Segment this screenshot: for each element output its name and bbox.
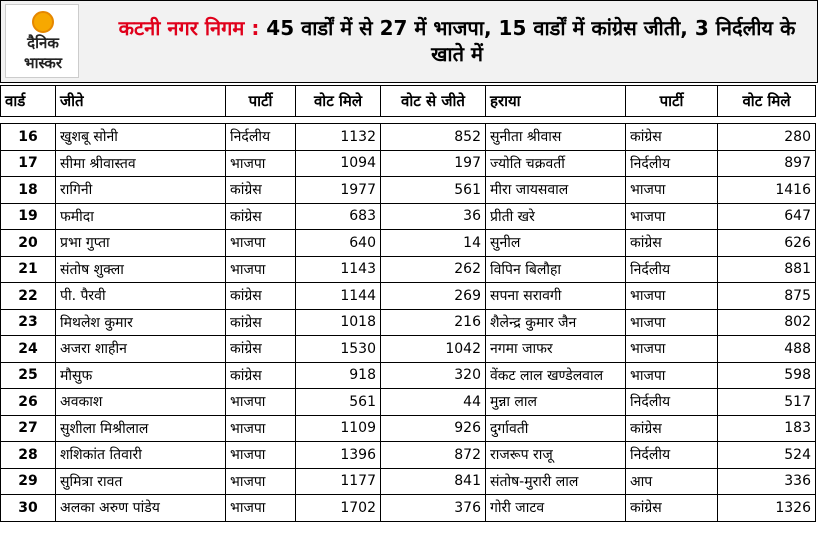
party-cell: भाजपा [226, 150, 296, 177]
margin-cell: 320 [381, 362, 486, 389]
party-cell: भाजपा [226, 256, 296, 283]
table-row [1, 230, 816, 257]
party-cell: कांग्रेस [226, 177, 296, 204]
results-body [1, 124, 816, 522]
votes-cell: 640 [296, 230, 381, 257]
winner-cell: सुमित्रा रावत [56, 468, 226, 495]
ward-cell: 21 [1, 256, 56, 283]
votes-cell: 561 [296, 389, 381, 416]
loser-party-cell: निर्दलीय [626, 442, 718, 469]
col-loser: हराया [486, 86, 626, 117]
table-row [1, 124, 816, 151]
margin-cell: 872 [381, 442, 486, 469]
party-cell: कांग्रेस [226, 362, 296, 389]
party-cell: भाजपा [226, 495, 296, 522]
col-margin: वोट से जीते [381, 86, 486, 117]
loser-party-cell: निर्दलीय [626, 256, 718, 283]
winner-cell: सुशीला मिश्रीलाल [56, 415, 226, 442]
ward-cell: 24 [1, 336, 56, 363]
loser-party-cell: भाजपा [626, 203, 718, 230]
loser-cell: राजरूप राजू [486, 442, 626, 469]
table-row [1, 177, 816, 204]
winner-cell: पी. पैरवी [56, 283, 226, 310]
col-loser-party: पार्टी [626, 86, 718, 117]
loser-votes-cell: 875 [718, 283, 816, 310]
margin-cell: 44 [381, 389, 486, 416]
loser-votes-cell: 517 [718, 389, 816, 416]
header [0, 0, 818, 83]
winner-cell: अजरा शाहीन [56, 336, 226, 363]
winner-cell: सीमा श्रीवास्तव [56, 150, 226, 177]
party-cell: भाजपा [226, 389, 296, 416]
margin-cell: 262 [381, 256, 486, 283]
loser-party-cell: भाजपा [626, 283, 718, 310]
votes-cell: 918 [296, 362, 381, 389]
loser-party-cell: कांग्रेस [626, 230, 718, 257]
ward-cell: 26 [1, 389, 56, 416]
loser-cell: विपिन बिलौहा [486, 256, 626, 283]
loser-votes-cell: 647 [718, 203, 816, 230]
loser-cell: नगमा जाफर [486, 336, 626, 363]
party-cell: भाजपा [226, 468, 296, 495]
loser-party-cell: निर्दलीय [626, 389, 718, 416]
winner-cell: खुशबू सोनी [56, 124, 226, 151]
table-row [1, 362, 816, 389]
table-row [1, 150, 816, 177]
col-party: पार्टी [226, 86, 296, 117]
loser-cell: दुर्गावती [486, 415, 626, 442]
margin-cell: 14 [381, 230, 486, 257]
ward-cell: 16 [1, 124, 56, 151]
ward-cell: 28 [1, 442, 56, 469]
col-votes: वोट मिले [296, 86, 381, 117]
loser-votes-cell: 183 [718, 415, 816, 442]
loser-votes-cell: 488 [718, 336, 816, 363]
loser-cell: सपना सरावगी [486, 283, 626, 310]
margin-cell: 852 [381, 124, 486, 151]
loser-cell: मीरा जायसवाल [486, 177, 626, 204]
loser-party-cell: भाजपा [626, 362, 718, 389]
loser-cell: संतोष-मुरारी लाल [486, 468, 626, 495]
ward-cell: 25 [1, 362, 56, 389]
col-loser-votes: वोट मिले [718, 86, 816, 117]
header-spacer [1, 117, 816, 124]
votes-cell: 1396 [296, 442, 381, 469]
loser-party-cell: कांग्रेस [626, 415, 718, 442]
loser-cell: सुनील [486, 230, 626, 257]
table-row [1, 468, 816, 495]
header-row [1, 86, 816, 117]
winner-cell: प्रभा गुप्ता [56, 230, 226, 257]
winner-cell: अलका अरुण पांडेय [56, 495, 226, 522]
margin-cell: 561 [381, 177, 486, 204]
margin-cell: 1042 [381, 336, 486, 363]
ward-cell: 19 [1, 203, 56, 230]
ward-cell: 30 [1, 495, 56, 522]
votes-cell: 1177 [296, 468, 381, 495]
loser-votes-cell: 897 [718, 150, 816, 177]
votes-cell: 1094 [296, 150, 381, 177]
table-row [1, 203, 816, 230]
loser-cell: मुन्ना लाल [486, 389, 626, 416]
logo-line2: भास्कर [24, 54, 62, 72]
loser-votes-cell: 336 [718, 468, 816, 495]
party-cell: भाजपा [226, 442, 296, 469]
loser-cell: शैलेन्द्र कुमार जैन [486, 309, 626, 336]
table-row [1, 336, 816, 363]
ward-cell: 27 [1, 415, 56, 442]
party-cell: निर्दलीय [226, 124, 296, 151]
loser-cell: गोरी जाटव [486, 495, 626, 522]
loser-votes-cell: 1416 [718, 177, 816, 204]
winner-cell: मिथलेश कुमार [56, 309, 226, 336]
ward-cell: 29 [1, 468, 56, 495]
title-text: 45 वार्डों में से 27 में भाजपा, 15 वार्डों में कांग्रेस जीती, 3 निर्दलीय के खाते में [259, 16, 796, 66]
loser-party-cell: निर्दलीय [626, 150, 718, 177]
votes-cell: 1144 [296, 283, 381, 310]
margin-cell: 926 [381, 415, 486, 442]
votes-cell: 1530 [296, 336, 381, 363]
loser-party-cell: कांग्रेस [626, 495, 718, 522]
winner-cell: अवकाश [56, 389, 226, 416]
col-winner: जीते [56, 86, 226, 117]
table-row [1, 415, 816, 442]
winner-cell: शशिकांत तिवारी [56, 442, 226, 469]
loser-votes-cell: 626 [718, 230, 816, 257]
loser-cell: सुनीता श्रीवास [486, 124, 626, 151]
margin-cell: 376 [381, 495, 486, 522]
votes-cell: 1109 [296, 415, 381, 442]
results-table [0, 85, 816, 522]
party-cell: कांग्रेस [226, 309, 296, 336]
loser-party-cell: कांग्रेस [626, 124, 718, 151]
loser-cell: ज्योति चक्रवर्ती [486, 150, 626, 177]
loser-votes-cell: 881 [718, 256, 816, 283]
winner-cell: मौसुफ [56, 362, 226, 389]
ward-cell: 23 [1, 309, 56, 336]
margin-cell: 197 [381, 150, 486, 177]
votes-cell: 1143 [296, 256, 381, 283]
ward-cell: 17 [1, 150, 56, 177]
ward-cell: 18 [1, 177, 56, 204]
ward-cell: 20 [1, 230, 56, 257]
loser-party-cell: भाजपा [626, 336, 718, 363]
table-row [1, 495, 816, 522]
table-row [1, 256, 816, 283]
table-row [1, 309, 816, 336]
table-row [1, 389, 816, 416]
loser-votes-cell: 598 [718, 362, 816, 389]
party-cell: कांग्रेस [226, 283, 296, 310]
party-cell: भाजपा [226, 415, 296, 442]
ward-cell: 22 [1, 283, 56, 310]
sun-icon [32, 11, 54, 33]
votes-cell: 1702 [296, 495, 381, 522]
title-highlight: कटनी नगर निगम : [118, 16, 260, 40]
table-row [1, 283, 816, 310]
loser-votes-cell: 524 [718, 442, 816, 469]
margin-cell: 269 [381, 283, 486, 310]
votes-cell: 683 [296, 203, 381, 230]
margin-cell: 841 [381, 468, 486, 495]
logo-line1: दैनिक [27, 34, 59, 52]
party-cell: भाजपा [226, 230, 296, 257]
votes-cell: 1132 [296, 124, 381, 151]
loser-party-cell: आप [626, 468, 718, 495]
col-ward: वार्ड [1, 86, 56, 117]
loser-votes-cell: 1326 [718, 495, 816, 522]
winner-cell: फमीदा [56, 203, 226, 230]
loser-votes-cell: 802 [718, 309, 816, 336]
winner-cell: रागिनी [56, 177, 226, 204]
votes-cell: 1977 [296, 177, 381, 204]
dainik-bhaskar-logo [5, 4, 79, 78]
votes-cell: 1018 [296, 309, 381, 336]
winner-cell: संतोष शुक्ला [56, 256, 226, 283]
loser-cell: प्रीती खरे [486, 203, 626, 230]
margin-cell: 36 [381, 203, 486, 230]
loser-votes-cell: 280 [718, 124, 816, 151]
table-row [1, 442, 816, 469]
loser-party-cell: भाजपा [626, 309, 718, 336]
margin-cell: 216 [381, 309, 486, 336]
loser-cell: वेंकट लाल खण्डेलवाल [486, 362, 626, 389]
page-title [107, 15, 807, 67]
loser-party-cell: भाजपा [626, 177, 718, 204]
party-cell: कांग्रेस [226, 336, 296, 363]
party-cell: कांग्रेस [226, 203, 296, 230]
